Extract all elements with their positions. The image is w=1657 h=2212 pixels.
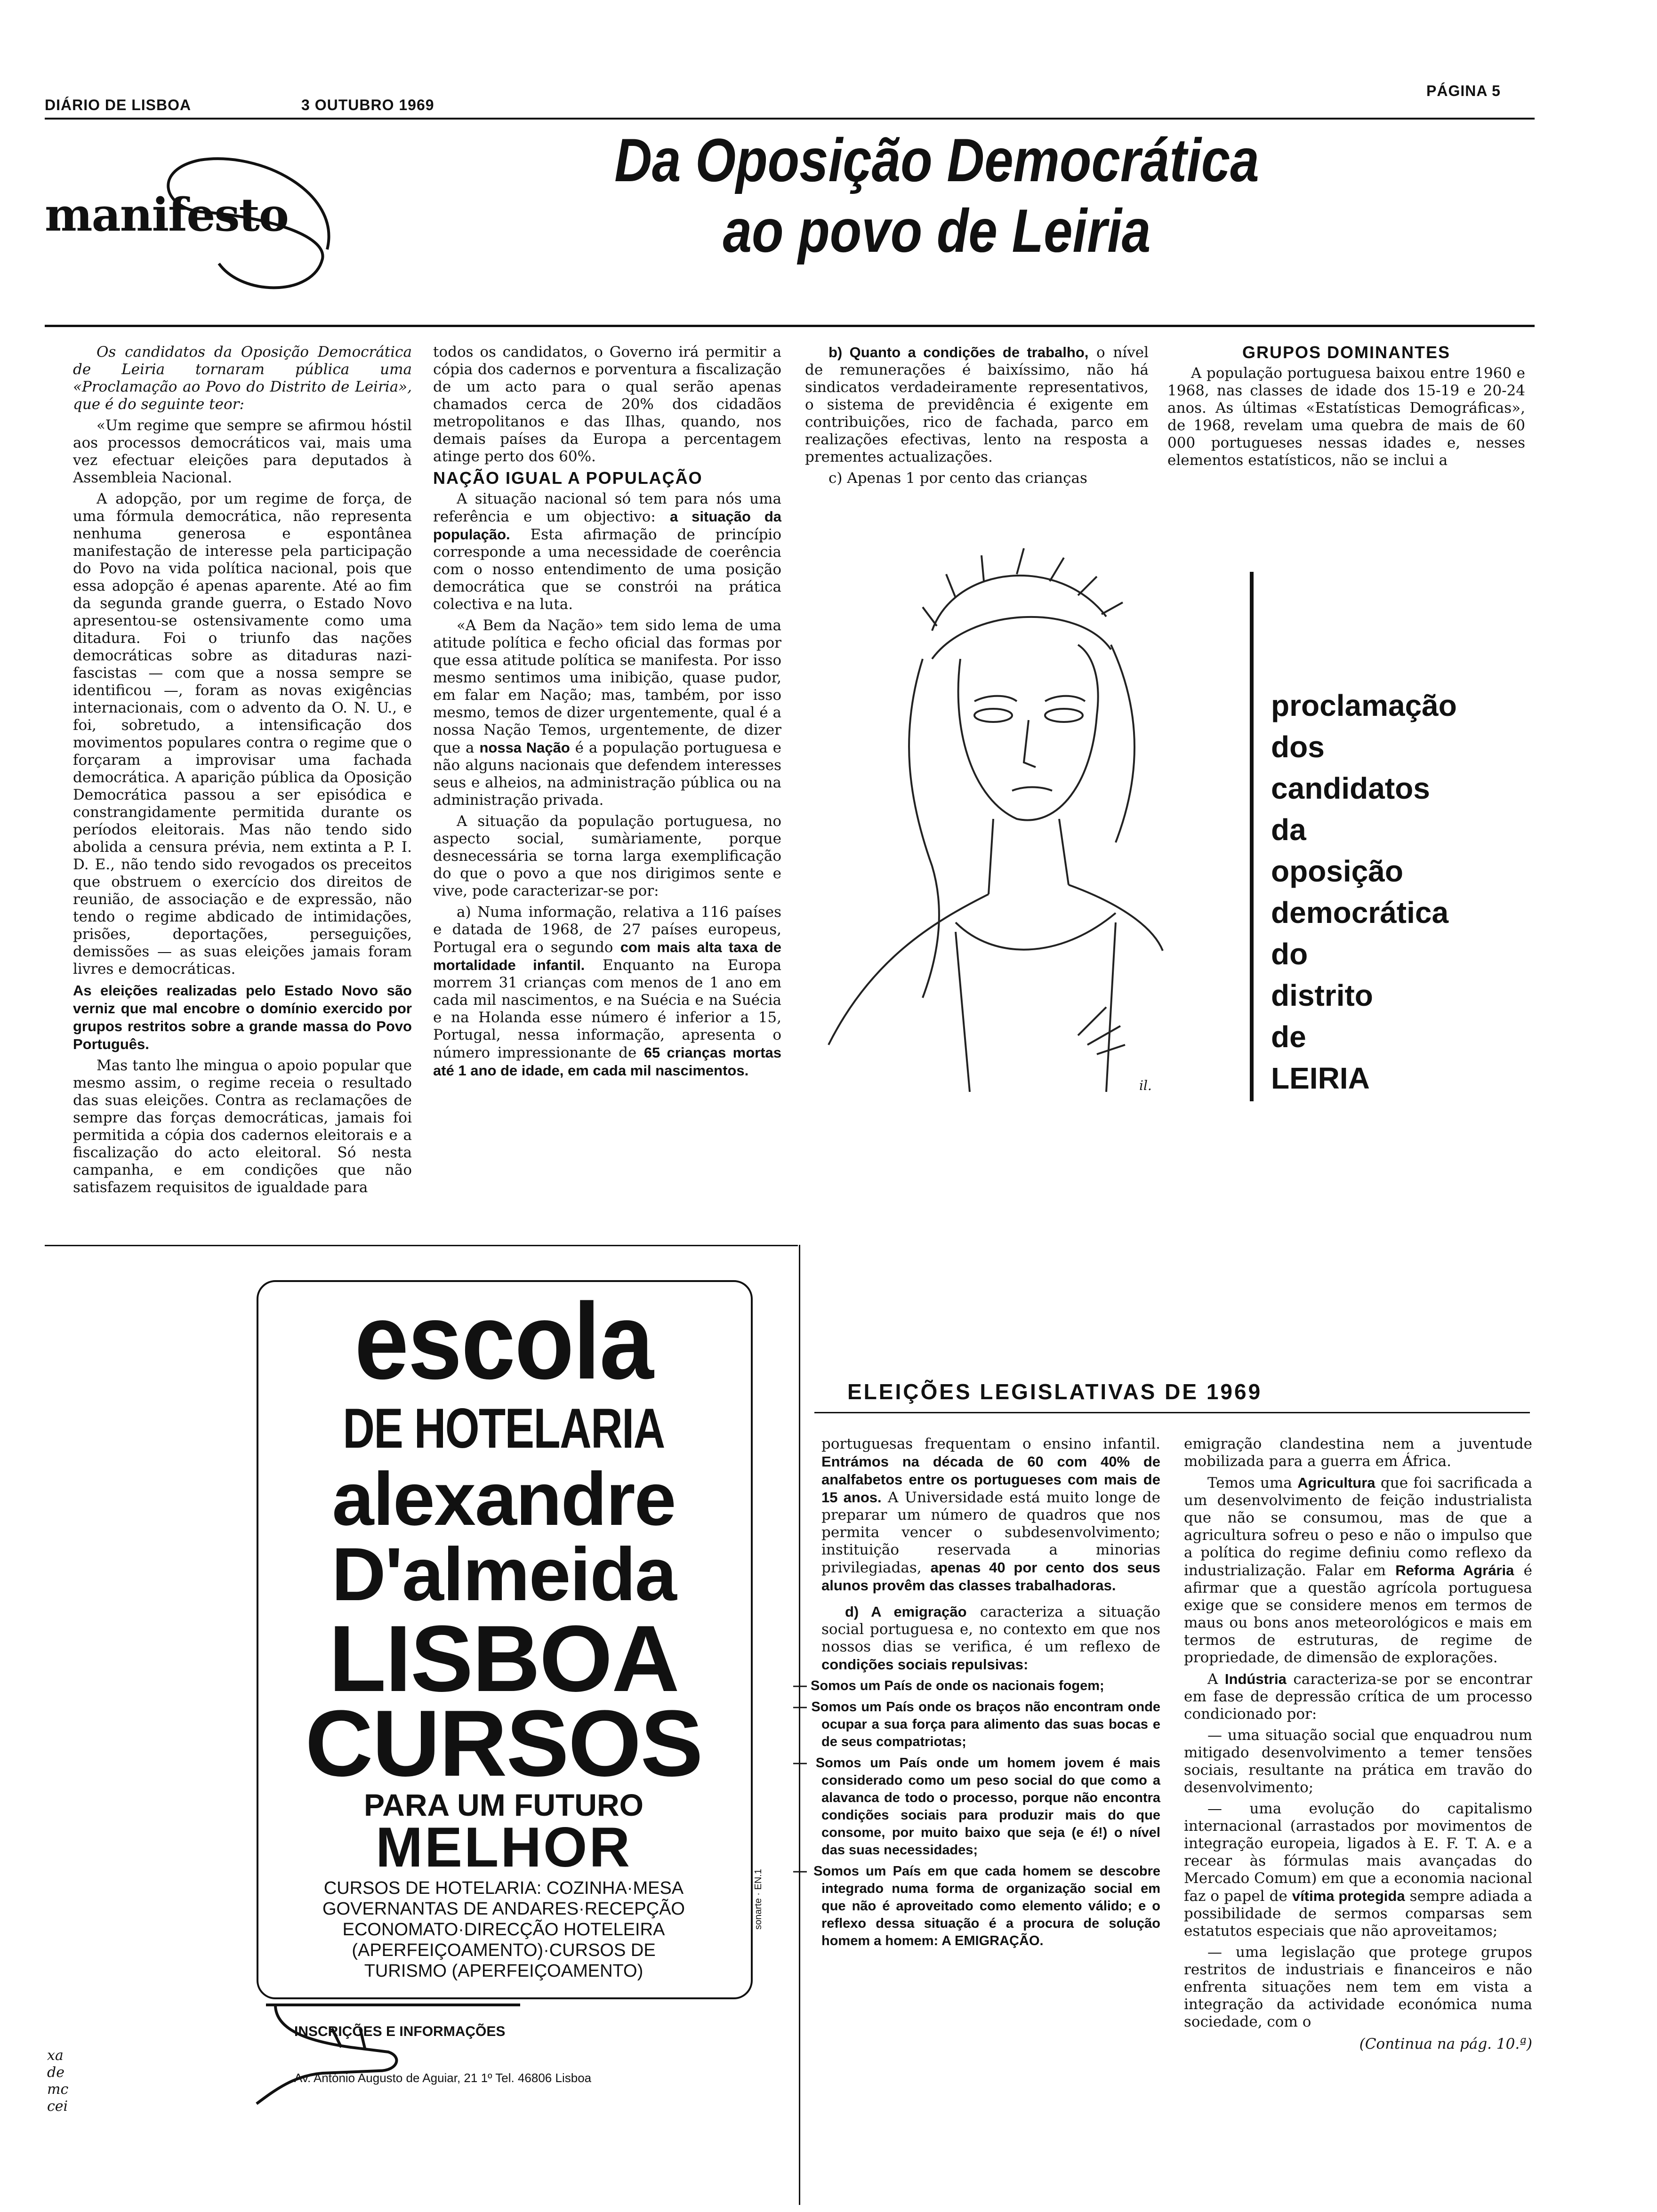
advert-escola: escola <box>354 1281 653 1402</box>
paragraph: A adopção, por um regime de força, de uma fórmula democrática, não representa nenhuma generosa e espontânea manifestação de interesse pela participação do Povo na vida política nacional, pois que essa adopção é apenas aparente. Até ao fim da segunda grande guerra, o Estado Novo apresentou-se ostensivamente como uma ditadura. Foi o triunfo das nações democráticas sobre as ditaduras nazi-fascistas — com que a nossa sempre se identificou —, foram as novas exigências internacionais, com o advento da O. N. U., e foi, sobretudo, a intensificação dos movimentos populares contra o regime que o forçaram a improvisar uma fachada democrática. A aparição pública da Oposição Democrática passou a ser episódica e constrangidamente permitida durante os períodos eleitorais. Mas não tendo sido abolida a censura prévia, nem extinta a P. I. D. E., não tendo sido revogados os preceitos que obstruem o exercício dos direitos de reunião, de associação e de expressão, não tendo o regime abdicado de intimidações, prisões, deportações, perseguições, demissões — as suas eleições jamais foram livres e democráticas. <box>73 490 412 978</box>
proclamation-line: da <box>1271 813 1306 847</box>
bold-text: As eleições realizadas pelo Estado Novo são verniz que mal encobre o domínio exercido por grupos restritos sobre a grande massa do Povo Português. <box>73 982 412 1052</box>
advert-detail: TURISMO (APERFEIÇOAMENTO) <box>364 1961 643 1981</box>
proclamation-block <box>1271 685 1535 1099</box>
text: Temos uma <box>1207 1475 1292 1491</box>
list-item: — Somos um País onde os braços não encontram onde ocupar a sua força para alimento das suas bocas e de seus compatriotas; <box>793 1699 1160 1749</box>
advert-detail: GOVERNANTAS DE ANDARES·RECEPÇÃO <box>322 1899 685 1919</box>
bold-text: com mais alta taxa de mortalidade infantil. <box>433 939 781 973</box>
hotel-school-advert <box>257 1280 751 2156</box>
text: A Universidade está muito longe de preparar um número de quadros que nos permita vencer o subdesenvolvimento; instituição reservada a minorias privilegiadas, <box>821 1489 1161 1576</box>
bold-text: nossa Nação <box>479 739 570 756</box>
paragraph <box>821 1435 1160 1595</box>
bold-text: condições sociais repulsivas: <box>821 1656 1029 1673</box>
text: Esta afirmação de princípio corresponde a uma necessidade de coerência com o nosso entendimento de uma posição democrática que se constrói na prática colectiva e na luta. <box>433 526 781 613</box>
margin-fragments: xa de mc cei <box>47 2047 69 2115</box>
advert-lisboa: LISBOA <box>329 1606 679 1711</box>
subheading-nacao: NAÇÃO IGUAL A POPULAÇÃO <box>433 468 703 488</box>
bold-text: Indústria <box>1224 1671 1287 1687</box>
paragraph <box>1184 1474 1532 1667</box>
bold-text: d) A emigração <box>845 1603 967 1620</box>
intro-paragraph: Os candidatos da Oposição Democrática de Leiria tornaram pública uma «Proclamação ao Povo do Distrito de Leiria», que é do seguinte teor: <box>73 344 412 413</box>
bold-text: Entrámos na década de 60 com 40% de analfabetos entre os portugueses com mais de 15 anos. <box>821 1453 1160 1506</box>
proclamation-line: LEIRIA <box>1271 1061 1370 1095</box>
section-title: ELEIÇÕES LEGISLATIVAS DE 1969 <box>847 1379 1263 1404</box>
bold-text: 65 crianças mortas até 1 ano de idade, em cada mil nascimentos. <box>433 1044 782 1079</box>
advert-contact-title: INSCRIÇÕES E INFORMAÇÕES <box>294 2024 506 2039</box>
paragraph: A situação da população portuguesa, no aspecto social, sumàriamente, porque desnecessária se torna larga exemplificação do que o povo a que nos dirigimos sente e vive, pode caracterizar-se por: <box>433 813 781 899</box>
section2-column-2 <box>1184 1435 1532 2057</box>
proclamation-line: do <box>1271 937 1308 971</box>
text: que foi sacrificada a um desenvolvimento de feição industrialista que não se consumou, mas de que a agricultura sofreu o peso e não o impulso que a política do regime definiu como reflexo da industrialização. Falar em <box>1184 1475 1533 1579</box>
section-title-rule <box>814 1412 1530 1413</box>
text: portuguesas frequentam o ensino infantil. <box>821 1435 1160 1452</box>
paragraph: c) Apenas 1 por cento das crianças <box>828 470 1087 487</box>
paragraph: Mas tanto lhe mingua o apoio popular que mesmo assim, o regime receia o resultado das suas eleições. Contra as reclamações de sempre das forças democráticas, jamais foi permitida a cópia dos cadernos eleitorais e a fiscalização do acto eleitoral. Só nesta campanha, e em condições que não satisfazem requisitos de igualdade para <box>73 1057 412 1196</box>
advert-contact-address: Av. António Augusto de Aguiar, 21 1º Tel. 46806 Lisboa <box>294 2071 592 2085</box>
text: caracteriza-se por se encontrar em fase de depressão crítica de um processo condicionado por: <box>1184 1671 1532 1723</box>
article-column-2 <box>433 344 781 1083</box>
advert-detail: ECONOMATO·DIRECÇÃO HOTELEIRA <box>342 1920 665 1940</box>
bold-text: a situação da população. <box>433 508 781 543</box>
proclamation-line: dos <box>1271 730 1325 764</box>
paragraph <box>821 1603 1160 1674</box>
paragraph <box>433 617 781 809</box>
advert-hotelaria: DE HOTELARIA <box>343 1397 665 1460</box>
subheading-grupos: GRUPOS DOMINANTES <box>1242 343 1451 362</box>
section-divider <box>45 1245 798 1246</box>
advert-alexandre: alexandre <box>332 1457 676 1541</box>
advert-detail: CURSOS DE HOTELARIA: COZINHA·MESA <box>323 1878 684 1898</box>
advert-course-list <box>257 1878 751 1981</box>
advert-futuro: PARA UM FUTURO <box>364 1787 643 1822</box>
serving-hand-icon <box>247 1996 530 2108</box>
headline-rule <box>45 325 1535 327</box>
newspaper-name: DIÁRIO DE LISBOA <box>45 96 192 113</box>
paragraph: A população portuguesa baixou entre 1960 e 1968, nas classes de idade dos 15-19 e 20-24 anos. As últimas «Estatísticas Demográficas», de 1968, revelam uma quebra de mais de 60 000 portugueses nessas idades e, nesses elementos estatísticos, não se inclui a <box>1167 365 1525 469</box>
advert-melhor: MELHOR <box>376 1816 632 1879</box>
advert-detail: (APERFEIÇOAMENTO)·CURSOS DE <box>352 1940 656 1960</box>
illustration-signature: il. <box>1139 1078 1152 1093</box>
section2-column-1 <box>793 1435 1161 1954</box>
paragraph <box>433 490 781 613</box>
headline-line-1: Da Oposição Democrática <box>614 126 1259 194</box>
vertical-divider <box>799 1245 800 2205</box>
text: o nível de remunerações é baixíssimo, não há sindicatos verdadeiramente representativos, o sistema de previdência é exigente em contribuições, rico de fachada, parco em realizações efectivas, lento na resposta a prementes actualizações. <box>805 344 1149 465</box>
paragraph <box>805 344 1149 466</box>
paragraph: — uma legislação que protege grupos restritos de industriais e financeiros e não enfrenta situações nem tem em vista a integração da actividade económica numa sociedade, com o <box>1184 1944 1532 2030</box>
manifesto-logo <box>45 141 346 301</box>
proclamation-line: distrito <box>1271 978 1373 1012</box>
text: Enquanto na Europa morrem 31 crianças com menos de 1 ano em cada mil nascimentos, e na Suécia e na Suécia e na Holanda esse número é inferior a 15, Portugal, nessa informação, apresenta o número impressionante de <box>433 957 782 1061</box>
paragraph <box>1184 1800 1532 1940</box>
proclamation-line: democrática <box>1271 896 1449 930</box>
page-number: PÁGINA 5 <box>1426 82 1501 99</box>
headline-line-2: ao povo de Leiria <box>723 196 1151 265</box>
issue-date: 3 OUTUBRO 1969 <box>301 96 434 113</box>
text: «A Bem da Nação» tem sido lema de uma atitude política e fecho oficial das formas por que essa atitude política se manifesta. Por isso mesmo sentimos uma inibição, quase pudor, em falar em Nação; mas, também, por isso mesmo, temos de dizer urgentemente, qual é a nossa Nação Temos, urgentemente, de dizer que a <box>433 617 781 756</box>
article-column-1 <box>73 344 412 1200</box>
bold-text: apenas 40 por cento dos seus alunos provêm das classes trabalhadoras. <box>821 1559 1160 1594</box>
bold-text: Reforma Agrária <box>1395 1562 1514 1579</box>
text: a) Numa informação, relativa a 116 países e datada de 1968, de 27 países europeus, Portugal era o segundo <box>433 904 781 956</box>
proclamation-line: candidatos <box>1271 771 1430 805</box>
woman-portrait-icon <box>814 537 1247 1097</box>
paragraph <box>1184 1670 1532 1723</box>
bold-text: b) Quanto a condições de trabalho, <box>828 344 1089 361</box>
text: é afirmar que a questão agrícola portuguesa exige que se considere menos em termos de maus ou bons anos meteorológicos e mais em termos de estruturas, de regime de propriedade, de dimensão de explorações. <box>1184 1562 1532 1666</box>
proclamation-line: de <box>1271 1020 1306 1054</box>
bold-paragraph <box>73 982 412 1053</box>
proclamation-line: oposição <box>1271 854 1403 888</box>
text: A situação nacional só tem para nós uma referência e um objectivo: <box>433 490 781 525</box>
paragraph: «Um regime que sempre se afirmou hóstil aos processos democráticos vai, mais uma vez efectuar eleições para deputados à Assembleia Nacional. <box>73 417 412 486</box>
portrait-illustration <box>814 537 1247 1097</box>
manifesto-logo-text: manifesto <box>45 188 288 241</box>
paragraph: — uma situação social que enquadrou num mitigado desenvolvimento a temer tensões sociais, resultante na prática em travão do desenvolvimento; <box>1184 1727 1532 1796</box>
paragraph <box>433 904 781 1080</box>
article-column-3 <box>805 344 1149 491</box>
paragraph: emigração clandestina nem a juventude mobilizada para a guerra em África. <box>1184 1435 1532 1470</box>
proclamation-bar <box>1250 572 1254 1101</box>
text: é a população portuguesa e não alguns nacionais que defendem interesses seus e alheios, na administração pública ou na administração privada. <box>433 739 781 809</box>
bold-text: vítima protegida <box>1292 1888 1405 1904</box>
bold-text: Agricultura <box>1297 1475 1375 1491</box>
paragraph: todos os candidatos, o Governo irá permitir a cópia dos cadernos e porventura a fiscalização de um acto para o qual serão apenas chamados cerca de 20% dos cidadãos metropolitanos e das Ilhas, quando, nos demais países da Europa a percentagem atinge perto dos 60%. <box>433 344 781 465</box>
list-item: — Somos um País onde um homem jovem é mais considerado como um peso social do que como a alavanca de todo o processo, porque não encontra condições sociais para produzir mais do que consome, por muito baixo que seja (e é!) o nível das suas necessidades; <box>793 1755 1160 1858</box>
advert-cursos: CURSOS <box>305 1691 702 1796</box>
proclamation-line: proclamação <box>1271 689 1457 722</box>
article-column-4 <box>1167 344 1525 473</box>
list-item: — Somos um País de onde os nacionais fogem; <box>793 1678 1104 1693</box>
text: sempre adiada a possibilidade de sermos comparsas sem estatutos especiais que não aproveitamos; <box>1184 1888 1533 1940</box>
text: caracteriza a situação social portuguesa e, no contexto em que nos nossos dias se verifica, é um reflexo de <box>821 1603 1160 1655</box>
text: A <box>1207 1671 1218 1688</box>
list-item: — Somos um País em que cada homem se descobre integrado numa forma de organização social em que não é aproveitado como elemento válido; e o reflexo dessa situação é a procura de solução homem a homem: A EMIGRAÇÃO. <box>793 1864 1160 1948</box>
advert-almeida: D'almeida <box>331 1532 676 1616</box>
advert-side-credit: sonarte · EN.1 <box>753 1869 764 1930</box>
header-rule <box>45 118 1535 120</box>
text: — uma evolução do capitalismo internacional (arrastados por movimentos de integração europeia, ligados à E. F. T. A. e a recear às fórmulas mais avançadas do Mercado Comum) em que a economia nacional faz o papel de <box>1184 1800 1532 1905</box>
continued-note: (Continua na pág. 10.ª) <box>1359 2036 1532 2052</box>
